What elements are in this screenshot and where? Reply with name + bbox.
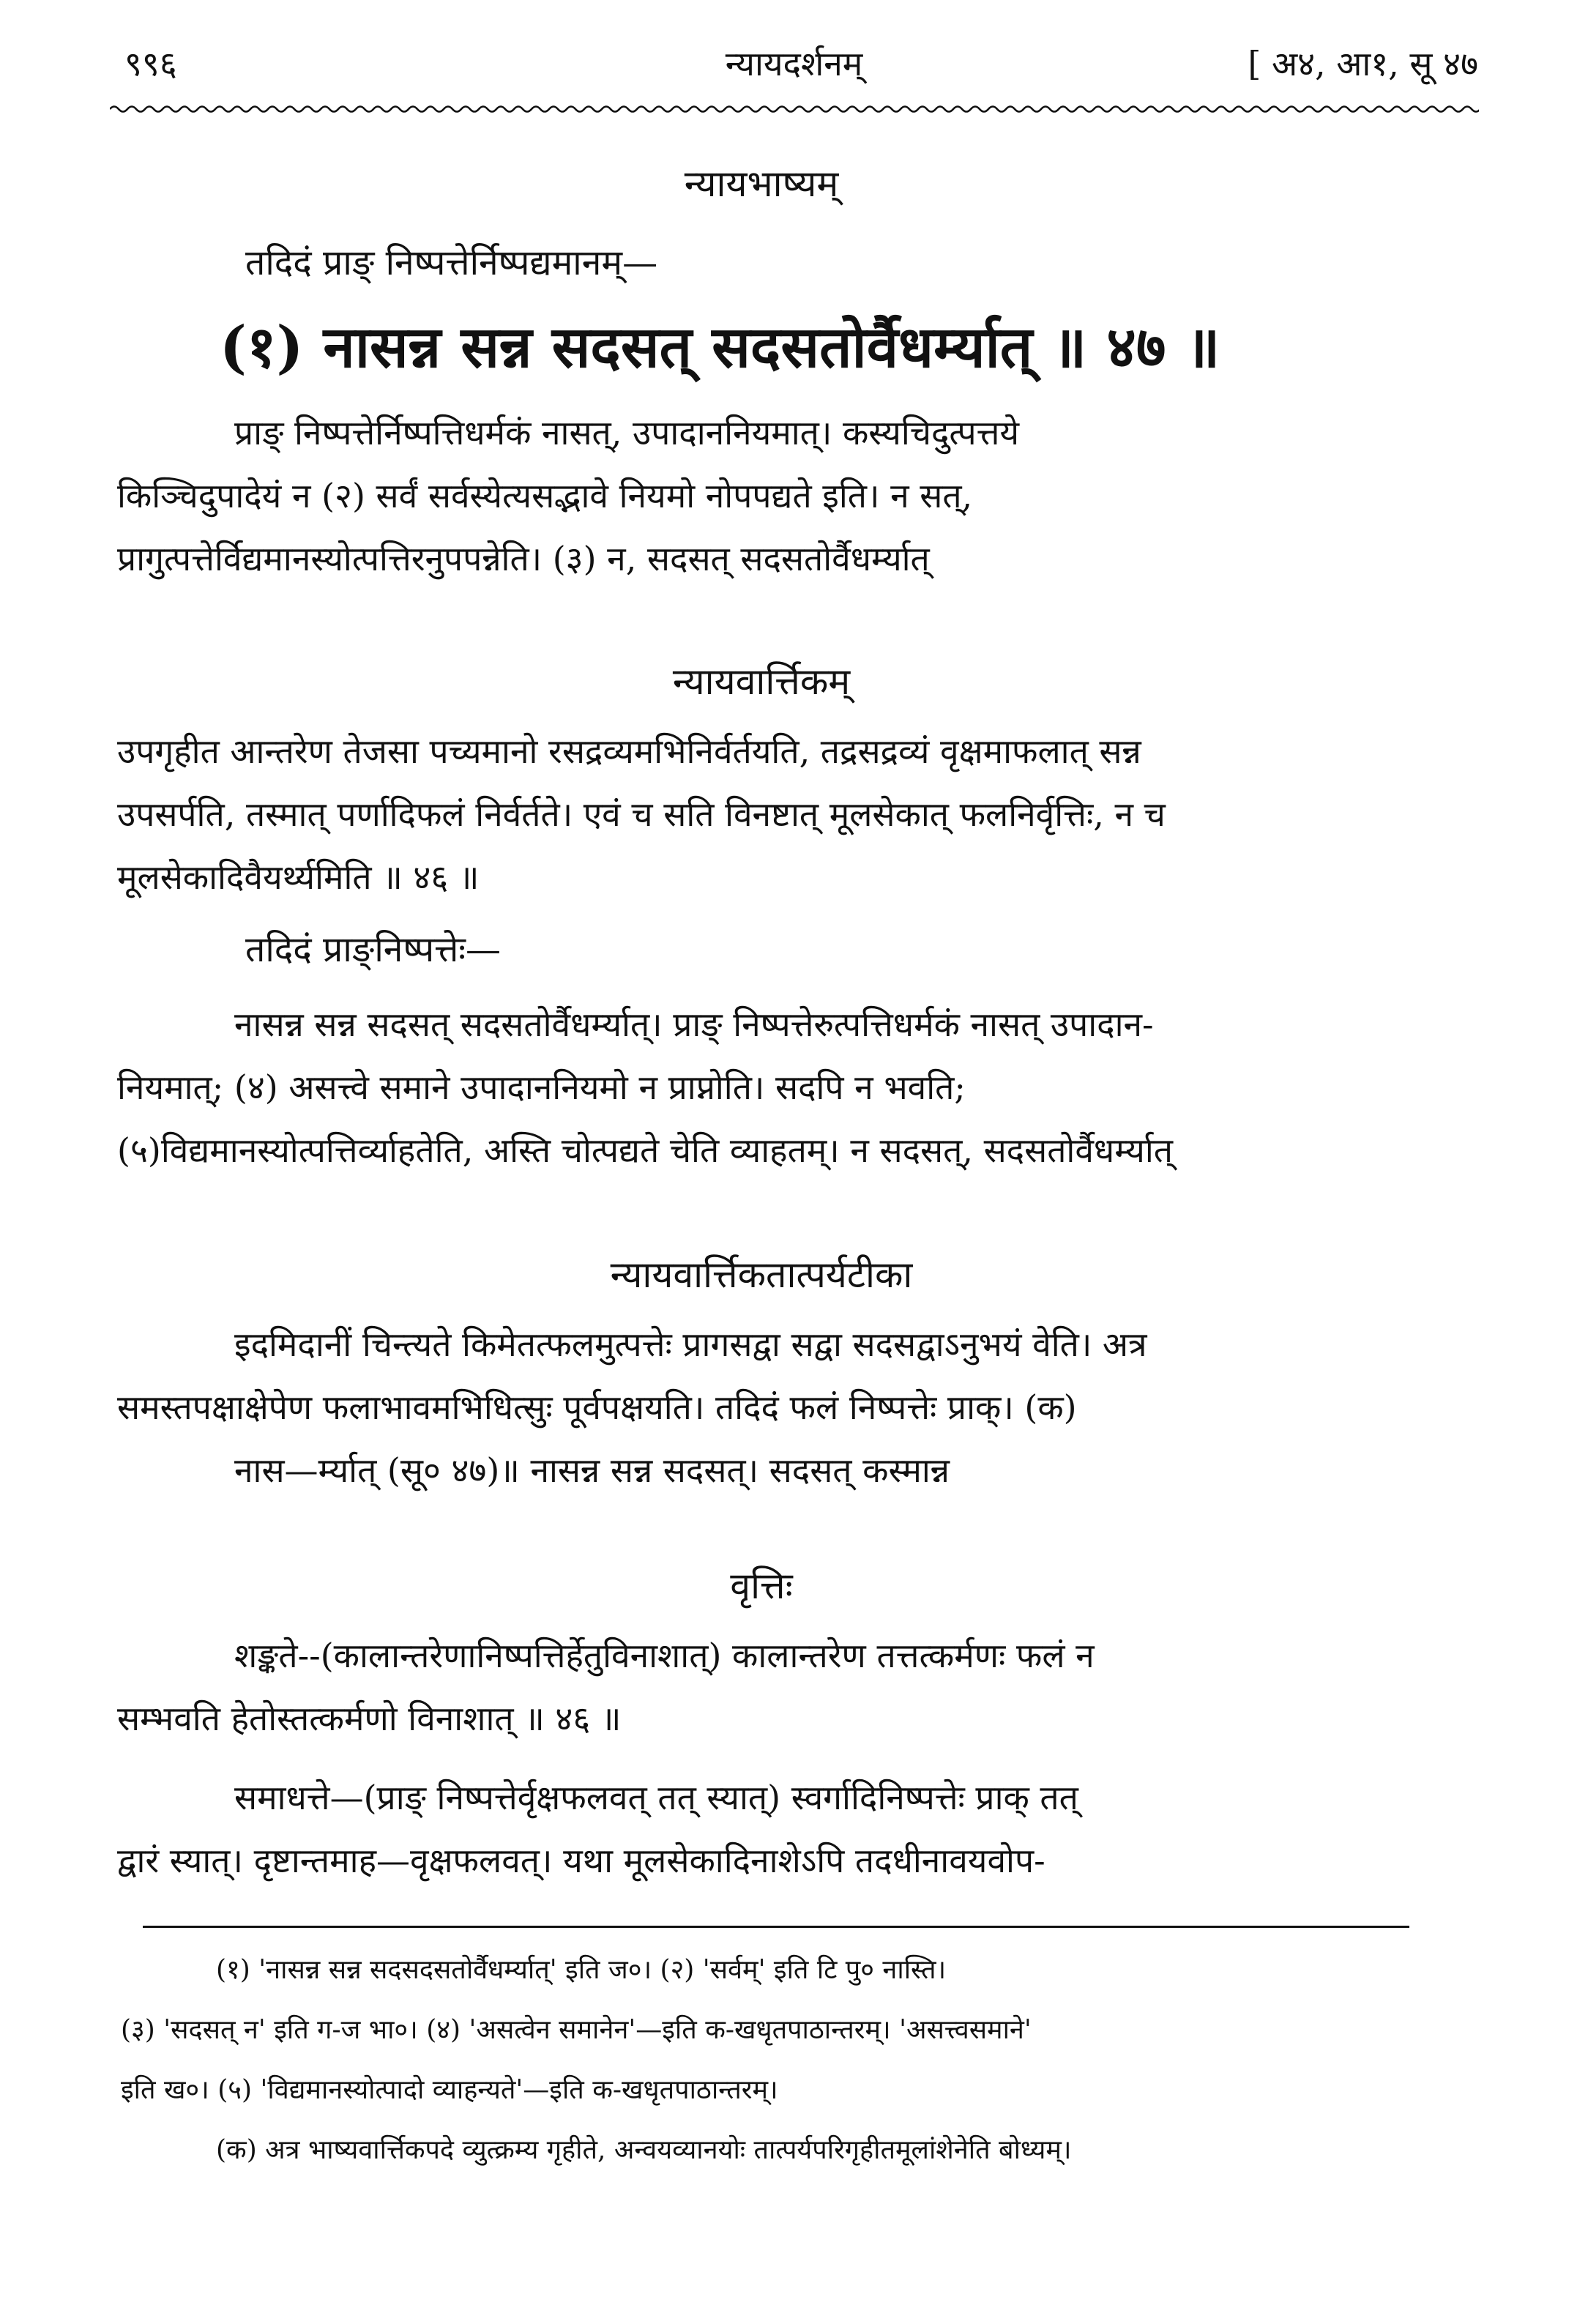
text-line: इदमिदानीं चिन्त्यते किमेतत्फलमुत्पत्तेः प्रागसद्वा सद्वा सदसद्वाऽनुभयं वेति। अत्र xyxy=(234,1325,1147,1364)
text-line: मूलसेकादिवैयर्थ्यमिति ॥ ४६ ॥ xyxy=(117,857,480,897)
header-wavy-rule xyxy=(110,103,1479,116)
footnote-line: इति ख०। (५) 'विद्यमानस्योत्पादो व्याहन्यते'—इति क-खधृतपाठान्तरम्। xyxy=(121,2075,778,2105)
varttika-heading: न्यायवार्त्तिकम् xyxy=(672,660,851,703)
footnotes xyxy=(121,1940,1406,2180)
footnote-line: (१) 'नासन्न सन्न सदसदसतोर्वैधर्म्यात्' इति ज०। (२) 'सर्वम्' इति टि पु० नास्ति। xyxy=(216,1955,947,1985)
tika-section xyxy=(117,1248,1406,1502)
text-line: प्राङ् निष्पत्तेर्निष्पत्तिधर्मकं नासत्, उपादाननियमात्। कस्यचिदुत्पत्तये xyxy=(234,413,1020,452)
text-line: समाधत्ते—(प्राङ् निष्पत्तेर्वृक्षफलवत् तत् स्यात्) स्वर्गादिनिष्पत्तेः प्राक् तत् xyxy=(234,1778,1078,1817)
vritti-heading: वृत्तिः xyxy=(730,1565,793,1607)
text-line: नासन्न सन्न सदसत् सदसतोर्वैधर्म्यात्। प्राङ् निष्पत्तेरुत्पत्तिधर्मकं नासत् उपादान- xyxy=(234,1005,1154,1044)
footnote-line: (क) अत्र भाष्यवार्त्तिकपदे व्युत्क्रम्य गृहीते, अन्वयव्यानयोः तात्पर्यपरिगृहीतमूलांशेनेति बोध्यम्। xyxy=(216,2135,1072,2165)
section-reference: [ अ४, आ१, सू ४७ xyxy=(1248,44,1478,83)
text-line: द्वारं स्यात्। दृष्टान्तमाह—वृक्षफलवत्। यथा मूलसेकादिनाशेऽपि तदधीनावयवोप- xyxy=(117,1841,1045,1880)
bhashya-intro: तदिदं प्राङ् निष्पत्तेर्निष्पद्यमानम्— xyxy=(245,242,658,283)
page-number: ९९६ xyxy=(124,44,177,83)
running-header xyxy=(110,40,1478,99)
text-line: सम्भवति हेतोस्तत्कर्मणो विनाशात् ॥ ४६ ॥ xyxy=(117,1699,622,1738)
varttika-intro: तदिदं प्राङ्निष्पत्तेः— xyxy=(245,929,502,970)
text-line: उपसर्पति, तस्मात् पर्णादिफलं निर्वर्तते। एवं च सति विनष्टात् मूलसेकात् फलनिर्वृत्तिः, न च xyxy=(117,794,1166,834)
vritti-section xyxy=(117,1560,1406,1892)
varttika-text-2 xyxy=(117,993,1406,1182)
text-line: प्रागुत्पत्तेर्विद्यमानस्योत्पत्तिरनुपपन्नेति। (३) न, सदसत् सदसतोर्वैधर्म्यात् xyxy=(117,539,930,578)
footnote-rule xyxy=(143,1926,1409,1928)
text-line: नियमात्; (४) असत्त्वे समाने उपादाननियमो न प्राप्नोति। सदपि न भवति; xyxy=(117,1068,966,1107)
vritti-text-2 xyxy=(117,1766,1406,1892)
sutra-47: (१) नासन्न सन्न सदसत् सदसतोर्वैधर्म्यात् ॥ ४७ ॥ xyxy=(220,314,1220,381)
text-line: नास—र्म्यात् (सू० ४७)॥ नासन्न सन्न सदसत्। सदसत् कस्मान्न xyxy=(234,1450,950,1490)
bhashya-section xyxy=(117,157,1406,590)
tika-heading: न्यायवार्त्तिकतात्पर्यटीका xyxy=(610,1254,913,1296)
text-line: उपगृहीत आन्तरेण तेजसा पच्यमानो रसद्रव्यमभिनिर्वर्तयति, तद्रसद्रव्यं वृक्षमाफलात् सन्न xyxy=(117,731,1141,771)
vritti-text xyxy=(117,1624,1406,1750)
footnote-line: (३) 'सदसत् न' इति ग-ज भा०। (४) 'असत्वेन समानेन'—इति क-खधृतपाठान्तरम्। 'असत्त्वसमाने' xyxy=(121,2015,1032,2045)
text-line: शङ्कते--(कालान्तरेणानिष्पत्तिर्हेतुविनाशात्) कालान्तरेण तत्तत्कर्मणः फलं न xyxy=(234,1636,1095,1675)
text-line: समस्तपक्षाक्षेपेण फलाभावमभिधित्सुः पूर्वपक्षयति। तदिदं फलं निष्पत्तेः प्राक्। (क) xyxy=(117,1388,1077,1427)
tika-text xyxy=(117,1313,1406,1502)
text-line: किञ्चिदुपादेयं न (२) सर्वं सर्वस्येत्यसद्भावे नियमो नोपपद्यते इति। न सत्, xyxy=(117,476,973,515)
text-line: (५)विद्यमानस्योत्पत्तिर्व्याहतेति, अस्ति चोत्पद्यते चेति व्याहतम्। न सदसत्, सदसतोर्वैधर्म्यात् xyxy=(117,1131,1173,1170)
varttika-text xyxy=(117,720,1406,909)
bhashya-text xyxy=(117,401,1406,590)
bhashya-heading: न्यायभाष्यम् xyxy=(684,163,839,205)
book-title: न्यायदर्शनम् xyxy=(725,44,863,83)
varttika-section xyxy=(117,655,1406,1182)
